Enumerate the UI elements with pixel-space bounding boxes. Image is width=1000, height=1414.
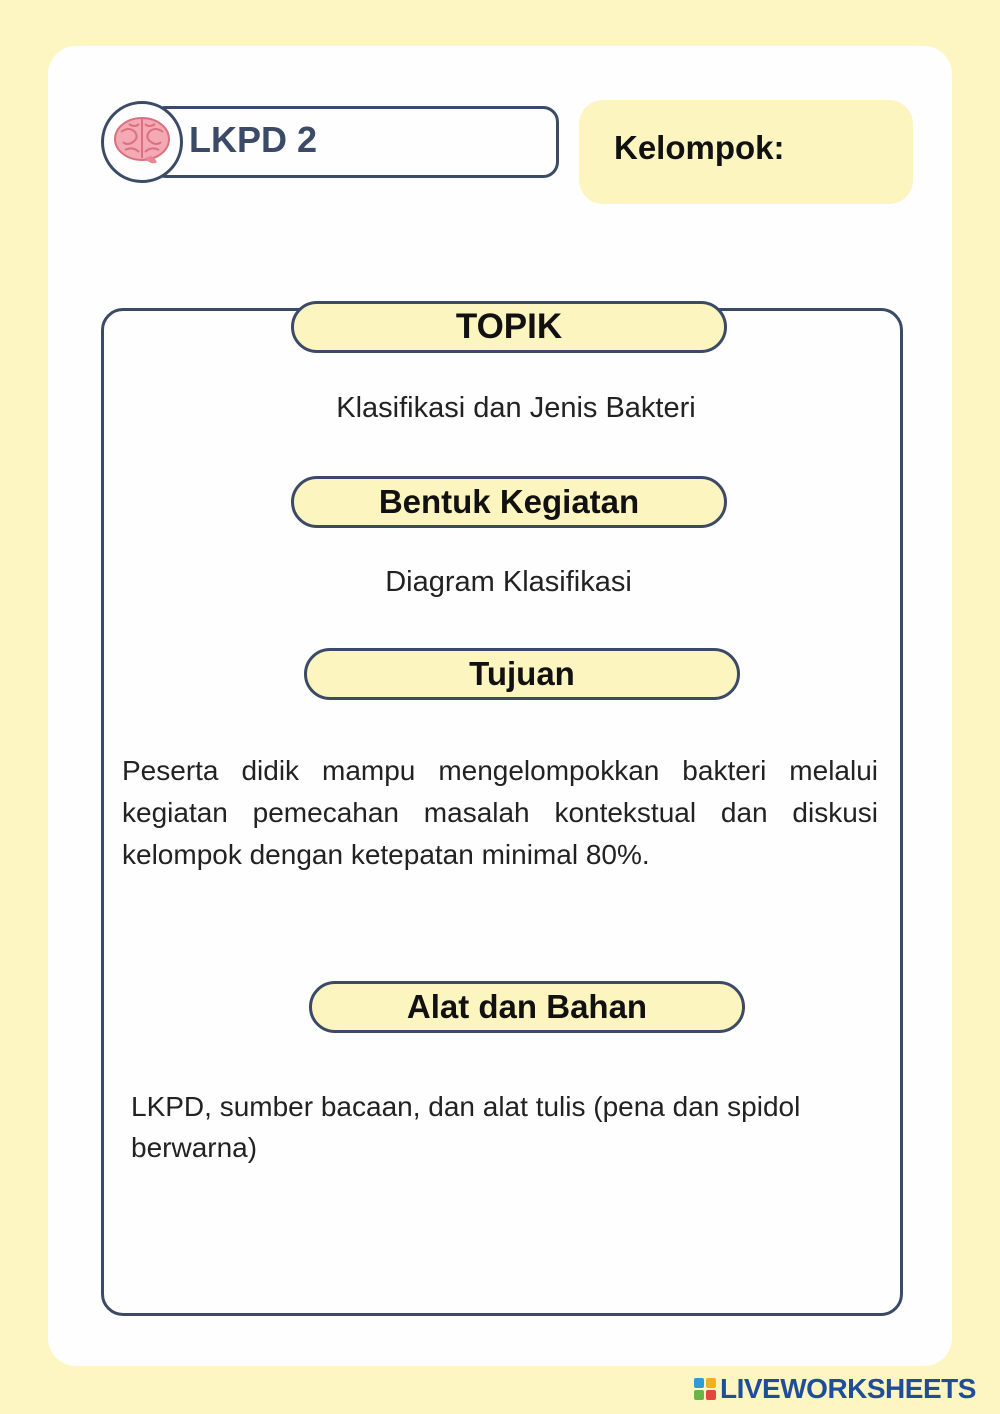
topik-heading: TOPIK <box>291 301 727 353</box>
brain-icon <box>111 114 173 170</box>
brand-name: LIVEWORKSHEETS <box>720 1373 976 1404</box>
tujuan-content: Peserta didik mampu mengelompokkan bakteri melalui kegiatan pemecahan masalah kontekstual dan diskusi kelompok dengan ketepatan minimal 80%. <box>122 755 878 870</box>
bentuk-kegiatan-content: Diagram Klasifikasi <box>385 566 632 598</box>
worksheet-title: LKPD 2 <box>189 119 318 160</box>
alat-bahan-content: LKPD, sumber bacaan, dan alat tulis (pena dan spidol berwarna) <box>131 1091 801 1163</box>
topik-content: Klasifikasi dan Jenis Bakteri <box>336 392 696 424</box>
tujuan-heading: Tujuan <box>304 648 740 700</box>
bentuk-kegiatan-heading: Bentuk Kegiatan <box>291 476 727 528</box>
footer-brand[interactable] <box>694 1374 976 1404</box>
liveworksheets-logo-icon <box>694 1378 716 1400</box>
brain-icon-badge <box>101 101 183 183</box>
group-label: Kelompok: <box>614 129 785 166</box>
alat-bahan-heading: Alat dan Bahan <box>309 981 745 1033</box>
